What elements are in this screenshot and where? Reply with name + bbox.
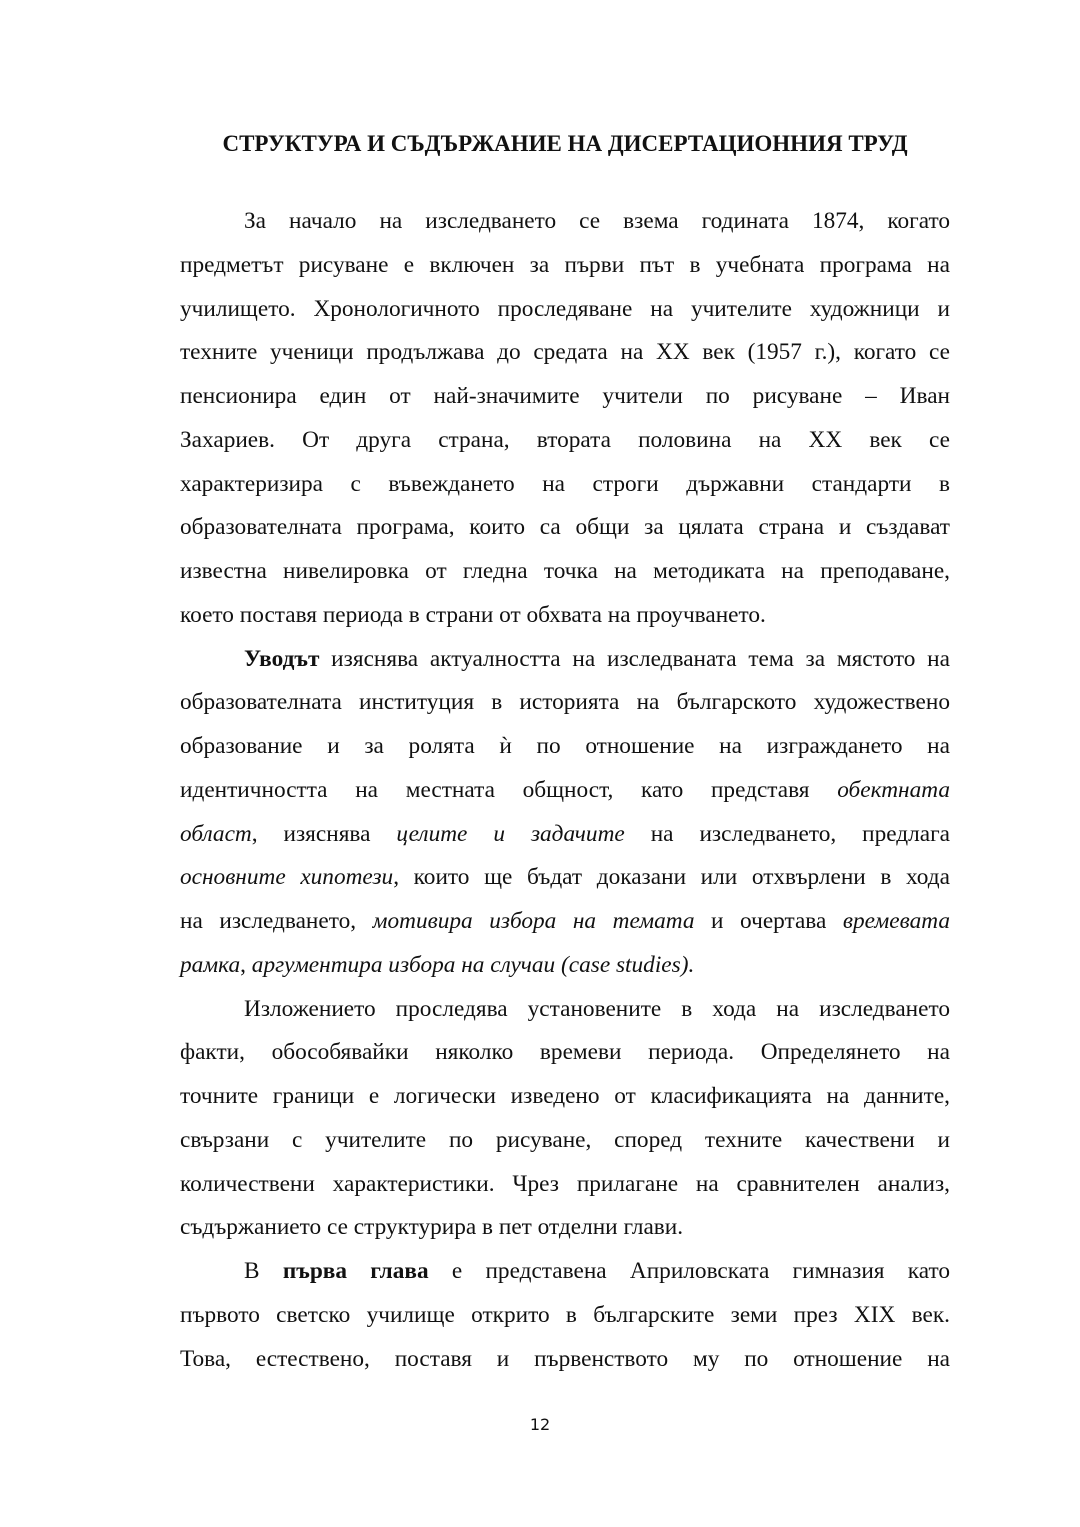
italic-term: рамка [180,951,241,978]
text-line: пенсионира един от най-значимите учители по рисуване – Иван [180,383,950,409]
paragraph-introduction [180,638,950,988]
text-line: известна нивелировка от гледна точка на методиката на преподаване, [180,558,950,584]
text-line: точните граници е логически изведено от класификацията на данните, [180,1083,950,1109]
text-run: изяснява актуалността на изследваната тема за мястото на [319,645,950,672]
text-line [180,769,950,813]
text-line: което поставя периода в страни от обхвата на проучването. [180,601,766,628]
body-text [180,200,950,1381]
text-line: предметът рисуване е включен за първи път в учебната програма на [180,251,950,278]
text-line [180,638,950,682]
italic-term: основните хипотези [180,864,394,891]
text-line: количествени характеристики. Чрез прилагане на сравнителен анализ, [180,1170,950,1197]
text-line [180,900,950,944]
text-run: В [244,1258,283,1284]
text-line: Изложението проследява установените в хода на изследването [244,995,950,1022]
text-run: на изследването, [180,908,373,934]
italic-term: мотивира избора на темата [372,908,695,934]
text-line: образователната програма, които са общи за цялата страна и създават [180,514,950,541]
bold-term: Уводът [244,645,320,672]
text-line: първото светско училище открито в българските земи през XIX век. [180,1301,950,1328]
text-run: , [240,951,252,978]
page-number: 12 [529,1415,551,1434]
italic-term: област [180,820,252,847]
text-line [180,1250,950,1294]
text-line: образование и за ролята ѝ по отношение на изграждането на [180,733,950,759]
italic-term: аргументира избора на случаи (case studies). [251,951,695,978]
text-line: Това, естествено, поставя и първенството му по отношение на [180,1345,950,1372]
chapter-heading: СТРУКТУРА И СЪДЪРЖАНИЕ НА ДИСЕРТАЦИОННИЯ ТРУД [222,131,908,156]
text-line [180,813,950,857]
text-line: характеризира с въвеждането на строги държавни стандарти в [180,470,950,497]
italic-term: времевата [842,908,950,934]
text-line: съдържанието се структурира в пет отделни глави. [180,1214,684,1241]
text-run: е представена Априловската гимназия като [428,1258,950,1284]
paragraph-intro-scope [180,200,950,638]
text-line [180,856,950,900]
text-line: Захариев. От друга страна, втората половина на XX век се [180,426,950,453]
bold-term: първа глава [282,1258,429,1284]
text-run: , които ще бъдат доказани или отхвърлени в хода [393,864,950,891]
text-line: факти, обособявайки няколко времеви периода. Определянето на [180,1039,950,1066]
paragraph-exposition [180,988,950,1251]
paragraph-chapter-one [180,1250,950,1381]
text-run: , изяснява [251,820,397,847]
text-line [180,944,950,988]
text-line: образователната институция в историята на българското художествено [180,689,950,716]
text-run: на изследването, предлага [624,820,950,847]
text-line: техните ученици продължава до средата на XX век (1957 г.), когато се [180,339,950,366]
italic-term: целите и задачите [396,820,625,847]
text-line: За начало на изследването се взема годината 1874, когато [244,208,950,234]
italic-term: обектната [837,776,950,803]
text-run: и очертава [694,908,843,934]
text-run: идентичността на местната общност, като представя [180,776,838,803]
text-line: свързани с учителите по рисуване, според техните качествени и [180,1126,950,1153]
text-line: училището. Хронологичното проследяване на учителите художници и [180,295,950,322]
